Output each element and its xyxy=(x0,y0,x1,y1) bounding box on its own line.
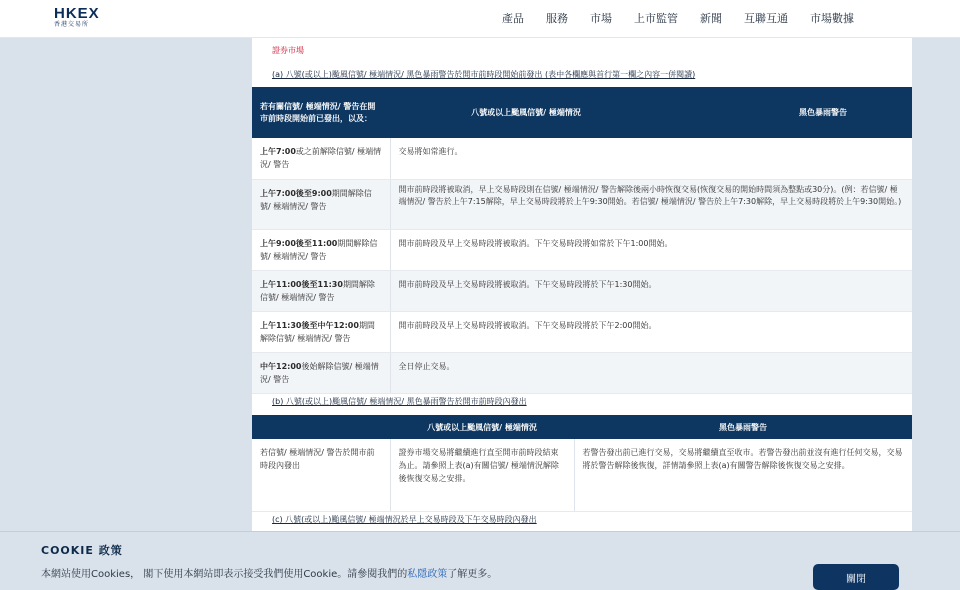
row-desc: 開市前時段及早上交易時段將被取消。下午交易時段將如常於下午1:00開始。 xyxy=(390,229,912,270)
table-b-header-blank xyxy=(252,415,390,439)
logo-subtext: 香港交易所 xyxy=(54,21,90,28)
section-a-link[interactable]: (a) 八號(或以上)颱風信號/ 極端情況/ 黑色暴雨警告於開市前時段開始前發出 (表中各欄應與首行第一欄之內容一併閱讀) xyxy=(272,70,696,79)
row-time: 上午11:30後至中午12:00 xyxy=(260,320,359,330)
row-desc: 開市前時段將被取消，早上交易時段則在信號/ 極端情況/ 警告解除後兩小時恢復交易(恢復交易的開始時間須為整點或30分)。(例：若信號/ 極端情況/ 警告於上午7:15解除，早上交易時段將於上午9:30開始。若信號/ 極端情況/ 警告於上午7:30解除，早上交易時段將於上午9:30開始。) xyxy=(390,179,912,229)
cookie-close-button[interactable]: 關閉 xyxy=(813,564,899,590)
cookie-text-after: 了解更多。 xyxy=(447,569,498,580)
row-time: 中午12:00 xyxy=(260,361,302,371)
table-row xyxy=(252,439,912,511)
row-desc: 交易將如常進行。 xyxy=(390,138,912,179)
privacy-policy-link[interactable]: 私隱政策 xyxy=(407,569,448,580)
row-desc: 開市前時段及早上交易時段將被取消。下午交易時段將於下午2:00開始。 xyxy=(390,311,912,352)
hkex-logo[interactable] xyxy=(54,6,114,29)
nav-connect[interactable]: 互聯互通 xyxy=(744,12,788,25)
nav-services[interactable]: 服務 xyxy=(546,12,568,25)
table-b-header-rain: 黑色暴雨警告 xyxy=(574,415,912,439)
table-b-header-typhoon: 八號或以上颱風信號/ 極端情況 xyxy=(390,415,574,439)
cookie-banner xyxy=(0,531,960,590)
table-row xyxy=(252,311,912,352)
row-condition: 或之前解除信號/ 極端情況/ 警告 xyxy=(260,147,382,169)
main-nav xyxy=(480,11,854,27)
nav-market-data[interactable]: 市場數據 xyxy=(810,12,854,25)
table-row xyxy=(252,138,912,179)
row-condition: 期間解除信號/ 極端情況/ 警告 xyxy=(260,188,372,211)
row-desc: 全日停止交易。 xyxy=(390,352,912,393)
table-a-header-rain: 黑色暴雨警告 xyxy=(734,87,912,138)
cookie-title: COOKIE 政策 xyxy=(41,544,123,557)
nav-listing[interactable]: 上市監管 xyxy=(634,12,678,25)
row-time: 上午7:00後至9:00 xyxy=(260,188,332,198)
nav-products[interactable]: 產品 xyxy=(502,12,524,25)
table-a-header-condition: 若有關信號/ 極端情況/ 警告在開市前時段開始前已發出，以及： xyxy=(252,87,390,138)
row-time: 上午7:00 xyxy=(260,147,296,156)
table-row xyxy=(252,229,912,270)
row-condition: 期間解除信號/ 極端情況/ 警告 xyxy=(260,320,375,343)
row-desc: 開市前時段及早上交易時段將被取消。下午交易時段將於下午1:30開始。 xyxy=(390,270,912,311)
row-condition: 若信號/ 極端情況/ 警告於開市前時段內發出 xyxy=(252,439,390,511)
nav-market[interactable]: 市場 xyxy=(590,12,612,25)
main-content xyxy=(252,38,912,538)
table-b xyxy=(252,415,912,512)
row-time: 上午11:00後至11:30 xyxy=(260,279,343,289)
section-b-link[interactable]: (b) 八號(或以上)颱風信號/ 極端情況/ 黑色暴雨警告於開市前時段內發出 xyxy=(272,397,527,406)
row-condition: 後始解除信號/ 極端情況/ 警告 xyxy=(260,361,379,384)
table-a xyxy=(252,87,912,394)
cookie-text xyxy=(41,565,497,580)
logo-text: HKEX xyxy=(54,5,100,22)
table-row xyxy=(252,179,912,229)
table-row xyxy=(252,352,912,393)
row-condition: 期間解除信號/ 極端情況/ 警告 xyxy=(260,279,375,302)
nav-news[interactable]: 新聞 xyxy=(700,12,722,25)
table-row xyxy=(252,270,912,311)
row-time: 上午9:00後至11:00 xyxy=(260,238,338,248)
row-typhoon-desc: 證券市場交易將繼續進行直至開市前時段結束為止。請參照上表(a)有關信號/ 極端情況解除後恢復交易之安排。 xyxy=(390,439,574,511)
row-condition: 期間解除信號/ 極端情況/ 警告 xyxy=(260,238,378,261)
row-rain-desc: 若警告發出前已進行交易，交易將繼續直至收市。若警告發出前並沒有進行任何交易，交易將於警告解除後恢復，詳情請參照上表(a)有關警告解除後恢復交易之安排。 xyxy=(574,439,912,511)
site-header xyxy=(0,0,960,38)
breadcrumb: 證券市場 xyxy=(272,46,304,55)
table-a-header-typhoon: 八號或以上颱風信號/ 極端情況 xyxy=(390,87,734,138)
section-c-link[interactable]: (c) 八號(或以上)颱風信號/ 極端情況於早上交易時段及下午交易時段內發出 xyxy=(272,515,537,524)
cookie-text-before: 本網站使用Cookies， 閣下使用本網站即表示接受我們使用Cookie。請參閱我們的 xyxy=(41,569,408,580)
